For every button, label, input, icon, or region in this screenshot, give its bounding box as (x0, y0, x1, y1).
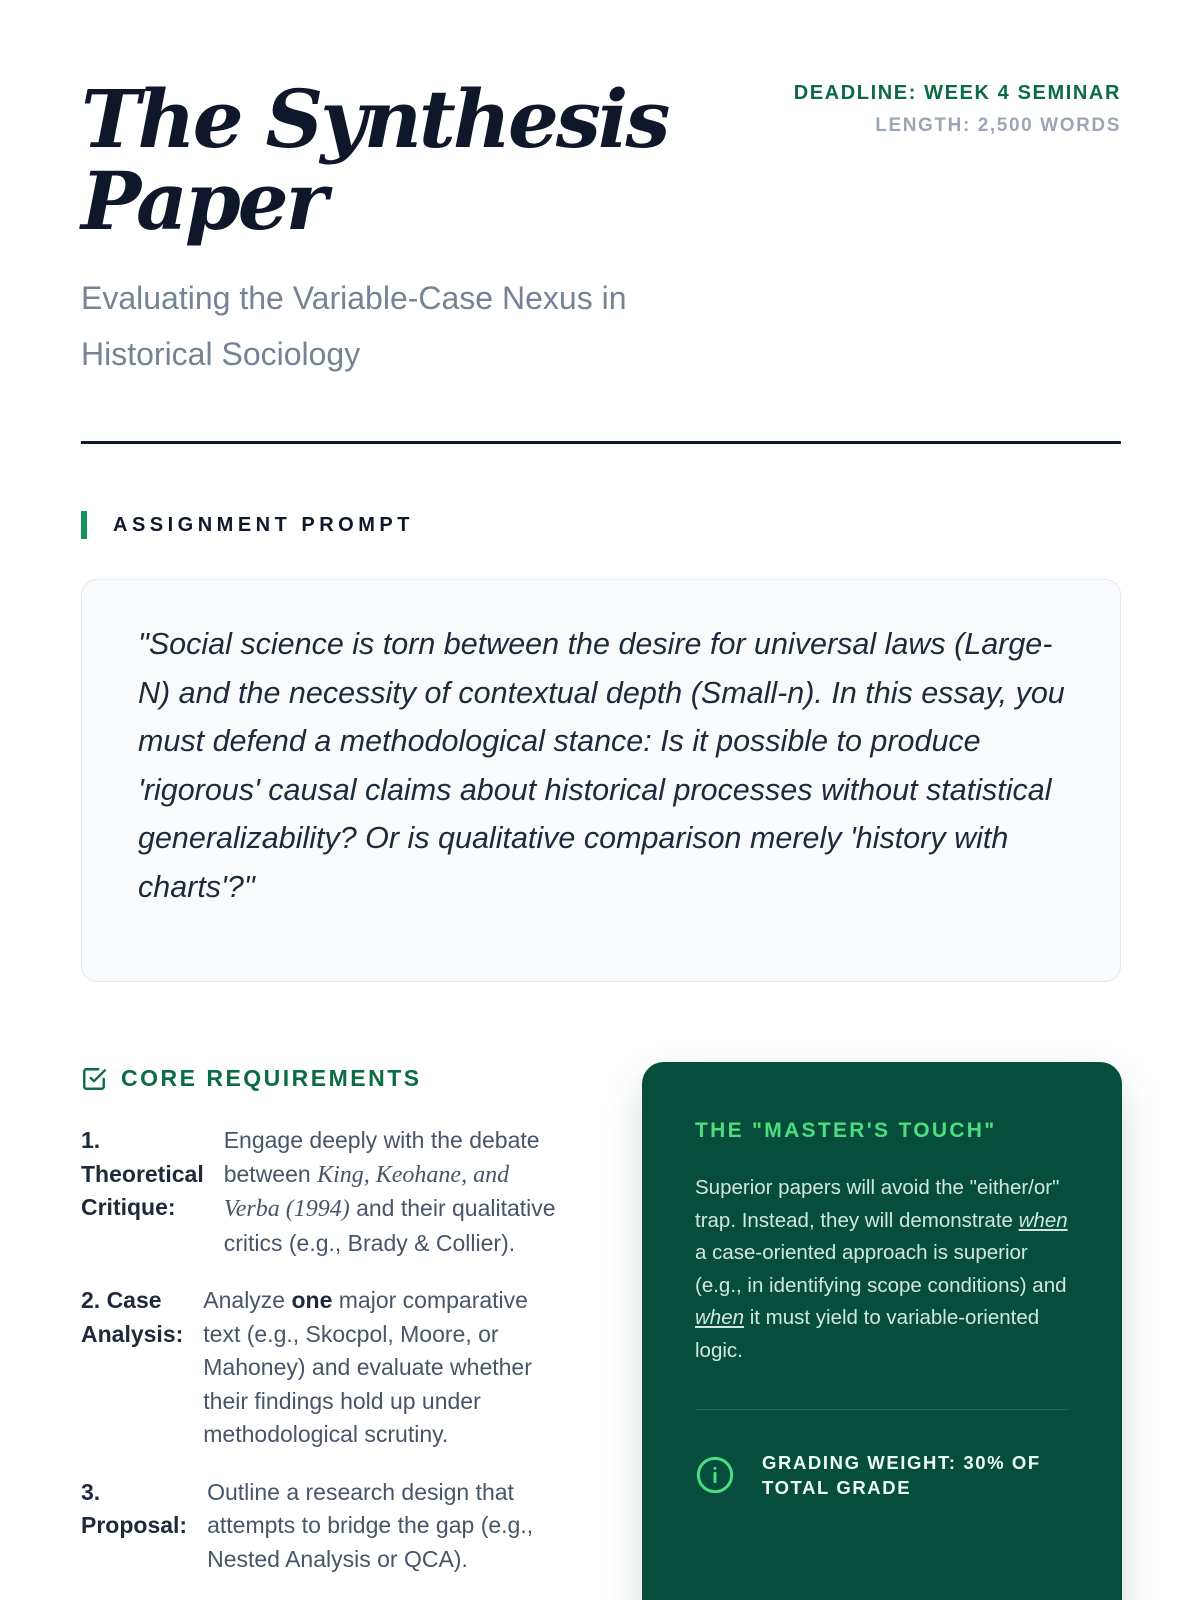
masters-touch-text-3: it must yield to variable-oriented logic. (695, 1306, 1040, 1362)
requirements-heading (81, 1065, 422, 1092)
requirement-2-label-b: Analysis: (81, 1320, 184, 1347)
requirement-body-2 (203, 1284, 561, 1452)
requirement-body-1 (224, 1124, 561, 1260)
subtitle-line-1: Evaluating the Variable-Case Nexus in (81, 280, 627, 316)
requirement-item-2 (81, 1284, 561, 1452)
requirement-label-1 (81, 1124, 204, 1260)
requirements-heading-text: CORE REQUIREMENTS (121, 1065, 422, 1091)
requirement-1-label-a: Theoretical (81, 1160, 204, 1187)
page-subtitle (81, 270, 701, 382)
requirement-2-text-before: Analyze (203, 1287, 292, 1313)
masters-touch-text-1: Superior papers will avoid the "either/or" trap. Instead, they will demonstrate (695, 1176, 1060, 1232)
section-accent-bar (81, 511, 87, 539)
requirement-1-number: 1. (81, 1127, 101, 1153)
title-line-1: The Synthesis (81, 72, 668, 166)
prompt-text: "Social science is torn between the desire for universal laws (Large-N) and the necessity of contextual depth (Small-n). In this essay, you must defend a methodological stance: Is it possible to produce 'rigorous' causal claims about historical processes without statistical generalizability? Or is qualitative comparison merely 'history with charts'?" (138, 627, 1065, 904)
requirement-1-citation: King, Keohane, and Verba (1994) (223, 1161, 510, 1222)
requirement-1-text-after: and their qualitative critics (e.g., Brady & Collier). (223, 1195, 556, 1256)
requirement-1-label-b: Critique: (81, 1194, 176, 1220)
subtitle-line-2: Historical Sociology (81, 336, 361, 372)
requirement-2-text-after: major comparative text (e.g., Skocpol, Moore, or Mahoney) and evaluate whether their findings hold up under methodological scrutiny. (203, 1287, 532, 1447)
title-line-2: Paper (81, 154, 325, 248)
requirement-label-2 (81, 1284, 183, 1452)
deadline-label: DEADLINE: WEEK 4 SEMINAR (793, 82, 1121, 104)
requirement-label-3 (81, 1476, 187, 1577)
masters-touch-text-2: a case-oriented approach is superior (e.g., in identifying scope conditions) and (695, 1241, 1067, 1297)
check-square-icon (81, 1066, 107, 1092)
requirement-2-emphasis: one (291, 1287, 333, 1313)
header-divider (81, 441, 1121, 444)
page-title (81, 72, 721, 248)
requirement-3-number: 3. (81, 1478, 101, 1505)
requirements-list (81, 1124, 561, 1600)
requirement-item-3 (81, 1476, 561, 1577)
masters-touch-title: THE "MASTER'S TOUCH" (695, 1119, 997, 1142)
assignment-page (81, 0, 1121, 1600)
requirement-3-label: Proposal: (81, 1512, 188, 1538)
masters-touch-emphasis-2: when (695, 1306, 745, 1329)
prompt-section-label (81, 511, 414, 539)
masters-touch-card (642, 1062, 1122, 1600)
prompt-box (81, 579, 1121, 982)
card-divider (695, 1409, 1069, 1410)
grading-weight (695, 1450, 1069, 1500)
assignment-meta (794, 80, 1121, 138)
requirement-2-label-a: 2. Case (81, 1287, 162, 1313)
masters-touch-body (695, 1172, 1069, 1367)
prompt-section-title: ASSIGNMENT PROMPT (113, 513, 414, 536)
requirement-item-1 (81, 1124, 561, 1260)
length-label: LENGTH: 2,500 WORDS (875, 115, 1121, 136)
requirement-body-3: Outline a research design that attempts to bridge the gap (e.g., Nested Analysis or QCA). (207, 1478, 534, 1572)
masters-touch-emphasis-1: when (1018, 1208, 1068, 1232)
info-icon (695, 1455, 735, 1495)
requirement-1-text-before: Engage deeply with the debate between (223, 1127, 540, 1187)
grading-weight-text: GRADING WEIGHT: 30% OF TOTAL GRADE (762, 1452, 1041, 1498)
